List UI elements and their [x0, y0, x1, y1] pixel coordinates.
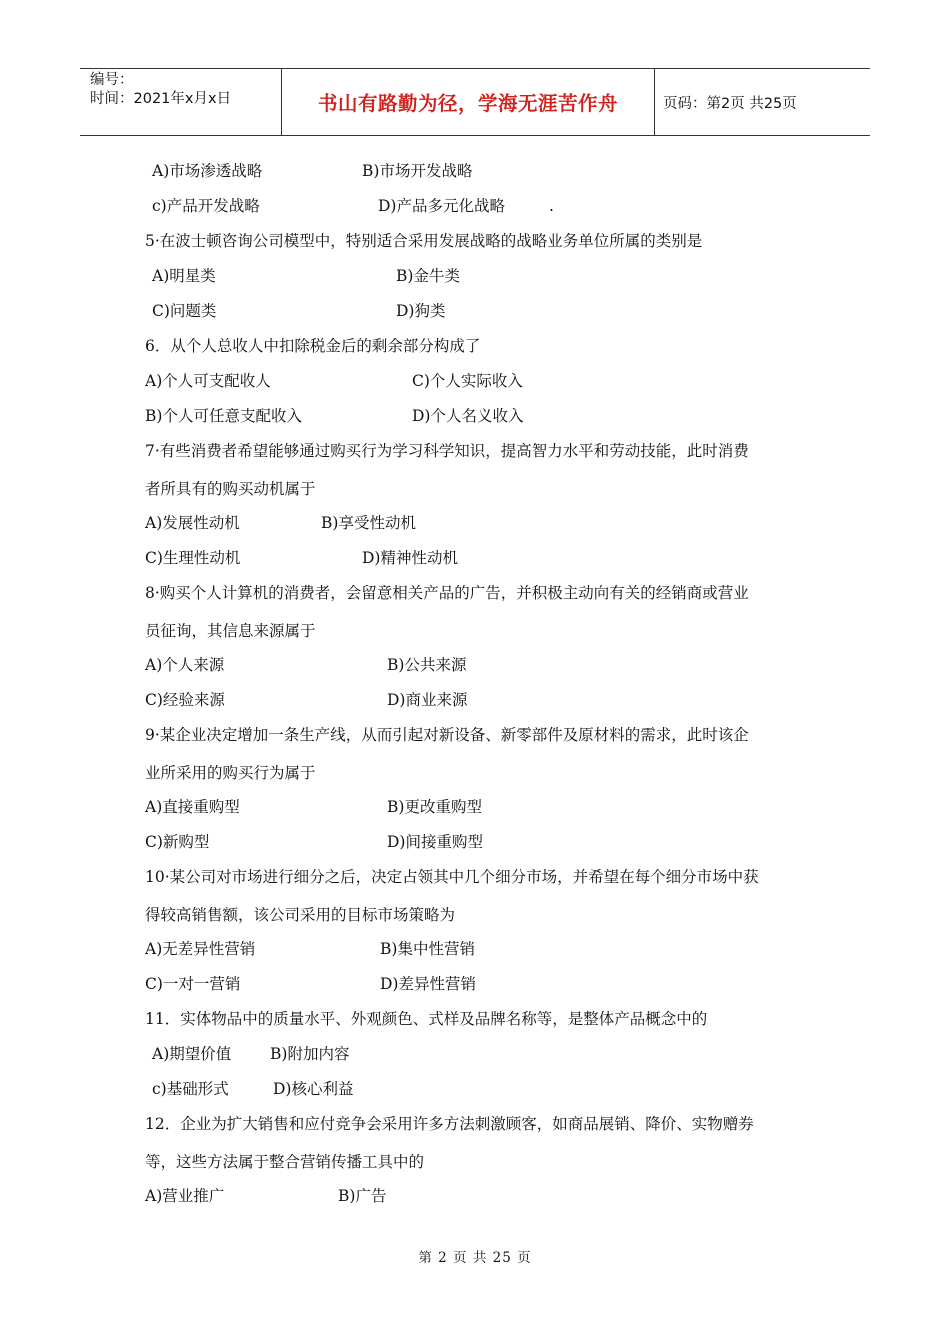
- header-page-info: 页码：第2页 共25页: [663, 95, 797, 112]
- text-line: D)个人名义收入: [412, 407, 524, 425]
- text-line: B)附加内容: [270, 1045, 350, 1063]
- text-line: 12．企业为扩大销售和应付竞争会采用许多方法刺激顾客，如商品展销、降价、实物赠券: [145, 1115, 754, 1133]
- header-motto: 书山有路勤为径，学海无涯苦作舟: [282, 69, 655, 135]
- text-line: A)个人可支配收人: [145, 372, 271, 390]
- text-line: D)狗类: [396, 302, 446, 320]
- text-line: B)享受性动机: [321, 514, 416, 532]
- text-line: A)无差异性营销: [145, 940, 256, 958]
- text-line: B)个人可任意支配收入: [145, 407, 302, 425]
- page-footer: 第 2 页 共 25 页: [418, 1250, 532, 1266]
- text-line: B)公共来源: [387, 656, 467, 674]
- text-line: D)差异性营销: [380, 975, 476, 993]
- text-line: A)发展性动机: [145, 514, 240, 532]
- text-line: C)一对一营销: [145, 975, 241, 993]
- text-line: C)经验来源: [145, 691, 225, 709]
- text-line: A)期望价值: [152, 1045, 232, 1063]
- text-line: A)个人来源: [145, 656, 225, 674]
- text-line: D)核心利益: [273, 1080, 354, 1098]
- text-line: 员征询，其信息来源属于: [145, 622, 316, 640]
- text-line: 10·某公司对市场进行细分之后，决定占领其中几个细分市场，并希望在每个细分市场中获: [145, 868, 759, 886]
- text-line: c)基础形式: [152, 1080, 229, 1098]
- text-line: C)新购型: [145, 833, 210, 851]
- text-line: 7·有些消费者希望能够通过购买行为学习科学知识，提高智力水平和劳动技能，此时消费: [145, 442, 749, 460]
- text-line: 11．实体物品中的质量水平、外观颜色、式样及品牌名称等，是整体产品概念中的: [145, 1010, 708, 1028]
- text-line: D)间接重购型: [387, 833, 483, 851]
- text-line: 者所具有的购买动机属于: [145, 480, 316, 498]
- text-line: C)生理性动机: [145, 549, 241, 567]
- number-label: 编号：: [90, 72, 134, 88]
- text-line: 5·在波士顿咨询公司模型中，特别适合采用发展战略的战略业务单位所属的类别是: [145, 232, 703, 250]
- text-line: C)问题类: [152, 302, 217, 320]
- text-line: B)广告: [338, 1187, 387, 1205]
- text-line: 等，这些方法属于整合营销传播工具中的: [145, 1153, 425, 1171]
- text-line: A)营业推广: [145, 1187, 225, 1205]
- text-line: 9·某企业决定增加一条生产线，从而引起对新设备、新零部件及原材料的需求，此时该企: [145, 726, 749, 744]
- text-line: A)直接重购型: [145, 798, 240, 816]
- text-line: A)市场渗透战略: [152, 162, 263, 180]
- text-line: 8·购买个人计算机的消费者，会留意相关产品的广告，并积极主动向有关的经销商或营业: [145, 584, 749, 602]
- text-line: B)更改重购型: [387, 798, 482, 816]
- text-line: .: [549, 197, 554, 215]
- text-line: 6．从个人总收人中扣除税金后的剩余部分构成了: [145, 337, 481, 355]
- text-line: D)精神性动机: [362, 549, 458, 567]
- text-line: A)明星类: [152, 267, 216, 285]
- page-header: [80, 68, 870, 136]
- text-line: C)个人实际收入: [412, 372, 523, 390]
- text-line: 得较高销售额，该公司采用的目标市场策略为: [145, 906, 456, 924]
- text-line: B)市场开发战略: [362, 162, 473, 180]
- text-line: D)商业来源: [387, 691, 468, 709]
- header-info-cell: [80, 69, 282, 135]
- date-label: 时间：2021年x月x日: [90, 91, 232, 107]
- text-line: B)金牛类: [396, 267, 460, 285]
- text-line: c)产品开发战略: [152, 197, 260, 215]
- text-line: B)集中性营销: [380, 940, 475, 958]
- text-line: 业所采用的购买行为属于: [145, 764, 316, 782]
- text-line: D)产品多元化战略: [378, 197, 505, 215]
